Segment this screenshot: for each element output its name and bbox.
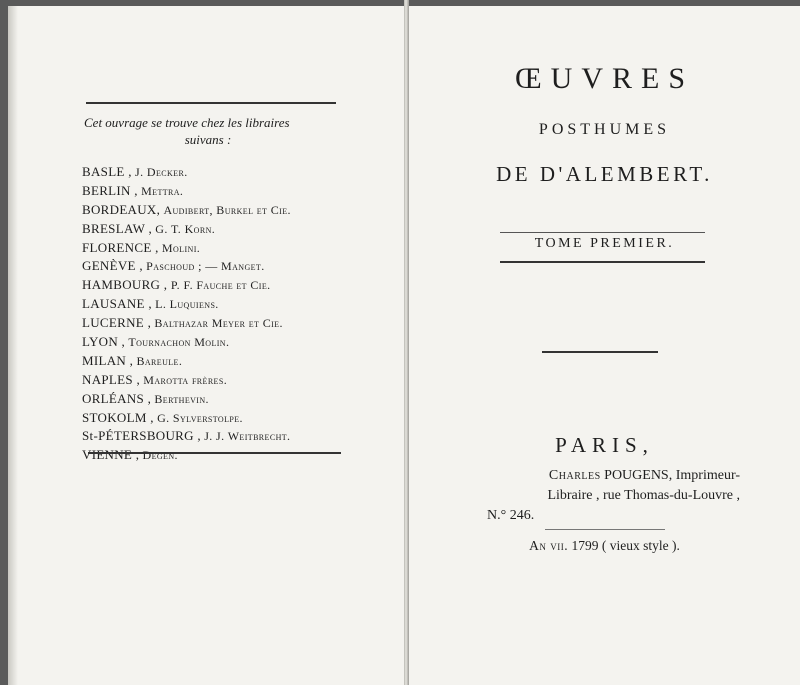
top-rule [86,102,336,104]
seller-name: Degen. [142,448,178,463]
seller-city: FLORENCE , [82,239,159,255]
date-prefix: An vii. [529,538,569,553]
seller-city: STOKOLM , [82,409,154,425]
page-edge-shadow [8,6,18,685]
imprint-line-2: Libraire , rue Thomas-du-Louvre , [547,488,740,503]
seller-city: LUCERNE , [82,315,152,331]
seller-city: VIENNE , [82,447,140,463]
seller-name: G. T. Korn. [155,221,216,236]
printer-role: Imprimeur- [675,468,740,483]
seller-name: L. Luquiens. [155,297,219,312]
seller-entry [82,314,382,333]
printer-label: Charles [548,468,601,483]
seller-entry [82,276,382,295]
seller-name: P. F. Fauche et Cie. [170,278,271,293]
seller-entry [82,239,382,258]
seller-entry [82,257,382,276]
seller-city: BERLIN , [82,182,138,198]
seller-city: LAUSANE , [82,296,152,312]
seller-entry [82,390,382,409]
book-gutter [404,0,409,685]
bottom-rule [88,452,341,454]
intro-line-1: Cet ouvrage se trouve chez les libraires [84,115,290,130]
seller-name: Molini. [161,240,201,255]
book-title: ŒUVRES [514,62,695,95]
volume-label: TOME PREMIER. [534,236,675,251]
date-rest: 1799 ( vieux style ). [571,538,680,553]
publication-date [409,538,800,554]
seller-city: ORLÉANS , [82,390,152,406]
seller-entry [82,427,382,446]
book-author: DE D'ALEMBERT. [496,162,713,186]
seller-city: LYON , [82,334,126,350]
seller-name: G. Sylverstolpe. [157,410,243,425]
seller-city: HAMBOURG , [82,277,171,293]
seller-entry [82,201,382,220]
seller-city: BORDEAUX, [82,201,161,217]
intro-line-2: suivans : [184,132,232,147]
book-subtitle: POSTHUMES [538,121,671,138]
publication-city: PARIS, [555,433,654,457]
imprint [470,466,740,526]
seller-name: Berthevin. [154,391,209,406]
seller-entry [82,333,382,352]
tome-rule-top [500,232,705,233]
booksellers-list [82,163,382,465]
sellers-intro [84,114,344,148]
printer-name: POUGENS, [604,468,673,483]
date-rule [545,529,665,530]
seller-name: J. Decker. [135,165,188,179]
ornament-rule [542,351,658,353]
seller-name: Marotta frères. [143,372,228,387]
seller-entry [82,182,382,201]
seller-name: Audibert, Burkel et Cie. [163,202,291,217]
seller-name: J. J. Weitbrecht. [204,429,291,444]
seller-name: Tournachon Molin. [128,335,230,350]
seller-name: Mettra. [141,183,184,198]
seller-entry [82,409,382,428]
imprint-line-1 [470,466,740,486]
seller-entry [82,295,382,314]
seller-city: NAPLES , [82,371,141,387]
seller-city: BRESLAW , [82,220,153,236]
seller-name: Bareule. [136,353,183,368]
seller-name: Balthazar Meyer et Cie. [154,316,283,331]
imprint-line-3: N.° 246. [487,508,535,523]
seller-entry [82,371,382,390]
seller-entry [82,220,382,239]
seller-name: Paschoud ; — Manget. [146,259,265,274]
seller-city: St-PÉTERSBOURG , [82,428,201,444]
seller-entry [82,163,382,182]
seller-entry [82,352,382,371]
seller-city: MILAN , [82,352,134,368]
seller-entry [82,446,382,465]
tome-rule-bottom [500,261,705,263]
seller-city: BASLE , [82,164,132,179]
right-page [408,6,800,685]
seller-city: GENÈVE , [82,258,143,274]
